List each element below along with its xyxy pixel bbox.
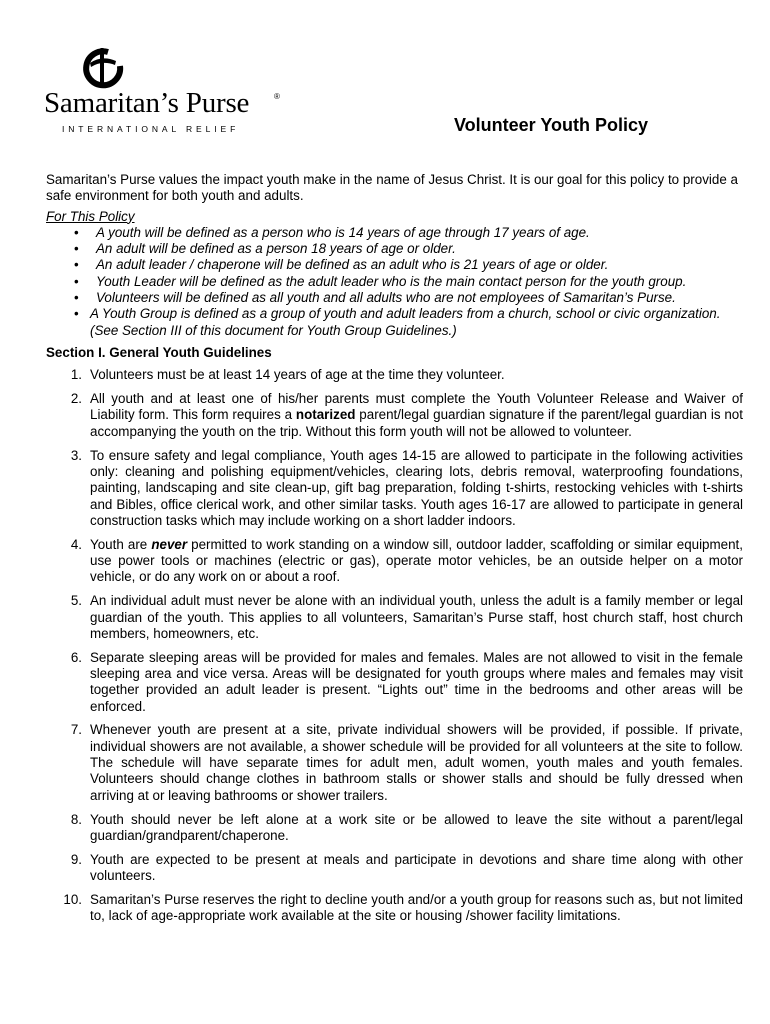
samaritans-purse-logo	[44, 46, 304, 136]
guideline-item: 4. Youth are never permitted to work standing on a window sill, outdoor ladder, scaffolding or similar equipment, use power tools or machines (electric or gas), operate motor vehicles, be an outside helper on a motor vehicle, or do any work on or about a roof.	[70, 536, 743, 585]
guideline-item: 7. Whenever youth are present at a site, private individual showers will be provided, if possible. If private, individual showers are not available, a shower schedule will be provided for all volunteers at the site to follow. The schedule will have separate times for adult men, adult women, youth males and youth females. Volunteers should change clothes in bathroom stalls or shower stalls and should be fully dressed when arriving at or leaving bathrooms or shower trailers.	[70, 722, 743, 803]
definition-item: • Youth Leader will be defined as the adult leader who is the main contact person for the youth group.	[74, 273, 687, 289]
policy-heading: For This Policy	[46, 208, 135, 224]
definition-item: • An adult leader / chaperone will be defined as an adult who is 21 years of age or older.	[74, 257, 609, 273]
logo-wordmark: Samaritan’s Purse	[44, 87, 250, 119]
guideline-item: 1. Volunteers must be at least 14 years of age at the time they volunteer.	[70, 367, 505, 383]
document-body	[46, 172, 743, 932]
registered-mark: ®	[274, 92, 280, 101]
guideline-item: 8. Youth should never be left alone at a work site or be allowed to leave the site without a parent/legal guardian/grandparent/chaperone.	[70, 811, 743, 843]
definition-item: • A Youth Group is defined as a group of youth and adult leaders from a church, school or civic organization. (See Section III of this document for Youth Group Guidelines.)	[74, 306, 721, 338]
guideline-item: 9. Youth are expected to be present at meals and participate in devotions and share time along with other volunteers.	[70, 851, 743, 884]
page-title: Volunteer Youth Policy	[454, 115, 649, 135]
definition-item: • An adult will be defined as a person 18 years of age or older.	[74, 241, 456, 257]
guidelines-list	[46, 367, 743, 924]
guideline-item: 6. Separate sleeping areas will be provided for males and females. Males are not allowed to visit in the female sleeping area and vice versa. Areas will be designated for youth groups where males and females may visit together provided an adult leader is present. “Lights out” time in the bedrooms and other areas will be enforced.	[70, 649, 743, 714]
definitions-list	[46, 225, 743, 339]
intro-paragraph: Samaritan’s Purse values the impact youth make in the name of Jesus Christ. It is our goal for this policy to provide a safe environment for both youth and adults.	[46, 172, 738, 204]
guideline-item: 5. An individual adult must never be alone with an individual youth, unless the adult is a family member or legal guardian of the youth. This applies to all volunteers, Samaritan’s Purse staff, host church staff, host church members, homeowners, etc.	[70, 593, 743, 641]
guideline-item: 10. Samaritan’s Purse reserves the right to decline youth and/or a youth group for reasons such as, but not limited to, lack of age-appropriate work available at the site or housing /shower facility limitations.	[63, 891, 743, 924]
section-heading: Section I. General Youth Guidelines	[46, 344, 272, 360]
guideline-item: 3. To ensure safety and legal compliance, Youth ages 14-15 are allowed to participate in the following activities only: cleaning and polishing equipment/vehicles, clearing lots, debris removal, waterproofing foundations, painting, landscaping and site clean-up, gift bag preparation, folding t-shirts, restocking vehicles with t-shirts and Bibles, office clerical work, and other similar tasks. Youth ages 16-17 are allowed to participate in general construction tasks which may include working on a short ladder indoors.	[70, 447, 743, 528]
definition-item: • Volunteers will be defined as all youth and all adults who are not employees of Samaritan’s Purse.	[74, 290, 676, 306]
logo-tagline: INTERNATIONAL RELIEF	[62, 124, 240, 134]
definition-item: • A youth will be defined as a person who is 14 years of age through 17 years of age.	[74, 224, 590, 240]
guideline-item: 2. All youth and at least one of his/her parents must complete the Youth Volunteer Release and Waiver of Liability form. This form requires a notarized parent/legal guardian signature if the parent/legal guardian is not accompanying the youth on the trip. Without this form youth will not be allowed to volunteer.	[70, 391, 743, 439]
